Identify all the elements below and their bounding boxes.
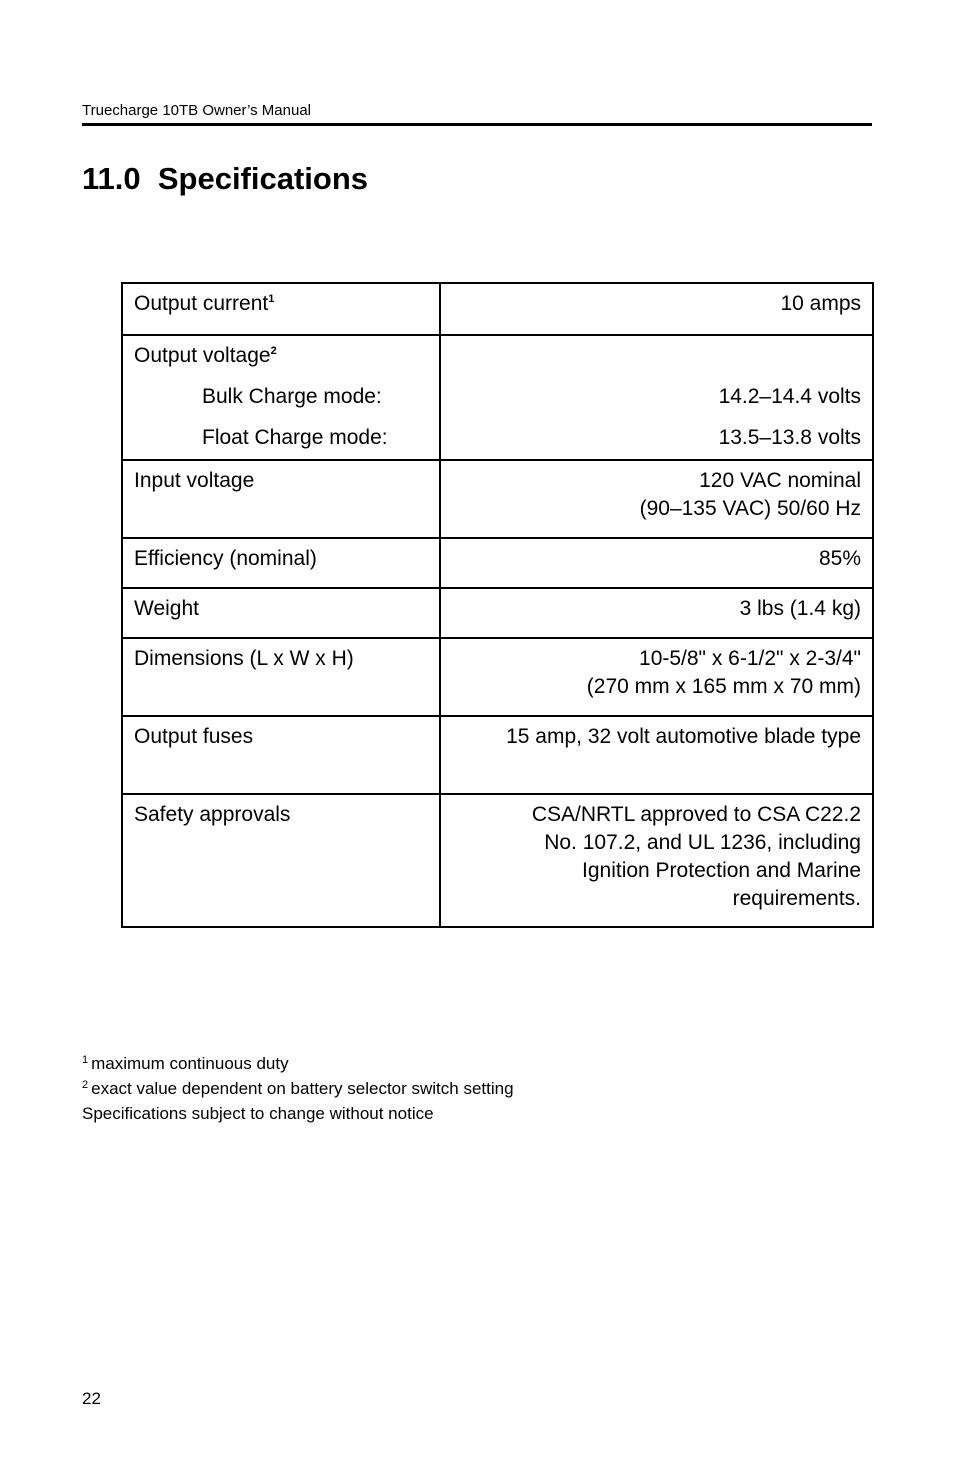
footnotes [82, 1051, 514, 1126]
spec-label: Output voltage [134, 344, 271, 367]
spec-label: Safety approvals [134, 803, 291, 826]
spec-value: requirements. [732, 887, 861, 910]
table-row-weight [122, 588, 873, 638]
spec-value-cell [440, 716, 873, 794]
spec-value: 10 amps [780, 292, 861, 315]
spec-value: 15 amp, 32 volt automotive blade type [506, 725, 861, 748]
spec-value-cell [440, 460, 873, 538]
spec-label-cell [122, 460, 440, 538]
spec-label-cell [122, 335, 440, 460]
spec-label: Efficiency (nominal) [134, 547, 317, 570]
spec-value: 14.2–14.4 volts [718, 385, 861, 408]
spec-value-cell [440, 335, 873, 460]
spec-value: 85% [818, 547, 861, 570]
spec-value-cell [440, 283, 873, 335]
spec-label-cell [122, 716, 440, 794]
footnote-ref: 1 [268, 293, 275, 305]
footnote-text: exact value dependent on battery selector switch setting [91, 1079, 514, 1098]
spec-label-cell [122, 794, 440, 927]
spec-label: Input voltage [134, 469, 255, 492]
change-notice: Specifications subject to change without notice [82, 1104, 434, 1123]
table-row-dimensions [122, 638, 873, 716]
spec-value-cell [440, 538, 873, 588]
footnote-ref: 2 [270, 345, 277, 357]
spec-value-cell [440, 794, 873, 927]
table-row-efficiency [122, 538, 873, 588]
spec-label: Output current [134, 292, 269, 315]
spec-label-cell [122, 588, 440, 638]
footnote-mark: 2 [82, 1079, 89, 1091]
spec-value: 13.5–13.8 volts [718, 426, 861, 449]
footnote-text: maximum continuous duty [91, 1054, 289, 1073]
spec-value: Ignition Protection and Marine [582, 859, 861, 882]
spec-sublabel: Bulk Charge mode: [202, 385, 382, 408]
spec-value: 3 lbs (1.4 kg) [739, 597, 861, 620]
specifications-table [121, 282, 874, 928]
spec-value: 120 VAC nominal [699, 469, 861, 492]
table-row-safety-approvals [122, 794, 873, 927]
spec-sublabel: Float Charge mode: [202, 426, 388, 449]
spec-value-cell [440, 638, 873, 716]
spec-label-cell [122, 283, 440, 335]
table-row-input-voltage [122, 460, 873, 538]
table-row-output-voltage [122, 335, 873, 460]
spec-label-cell [122, 538, 440, 588]
page-number: 22 [82, 1389, 101, 1408]
spec-label-cell [122, 638, 440, 716]
section-title: 11.0 Specifications [82, 161, 369, 196]
spec-label: Output fuses [134, 725, 254, 748]
spec-label: Dimensions (L x W x H) [134, 647, 354, 670]
spec-value: 10-5/8" x 6-1/2" x 2-3/4" [639, 647, 861, 670]
spec-value: (90–135 VAC) 50/60 Hz [639, 497, 861, 520]
running-header: Truecharge 10TB Owner’s Manual [82, 102, 311, 119]
header-rule [82, 123, 872, 126]
footnote-2 [82, 1076, 514, 1101]
table-row-output-current [122, 283, 873, 335]
spec-value: CSA/NRTL approved to CSA C22.2 [531, 803, 861, 826]
table-row-output-fuses [122, 716, 873, 794]
spec-label: Weight [134, 597, 199, 620]
spec-value-cell [440, 588, 873, 638]
footnote-1 [82, 1051, 514, 1076]
footnote-mark: 1 [82, 1054, 89, 1066]
spec-value: (270 mm x 165 mm x 70 mm) [586, 675, 861, 698]
spec-value: No. 107.2, and UL 1236, including [544, 831, 861, 854]
